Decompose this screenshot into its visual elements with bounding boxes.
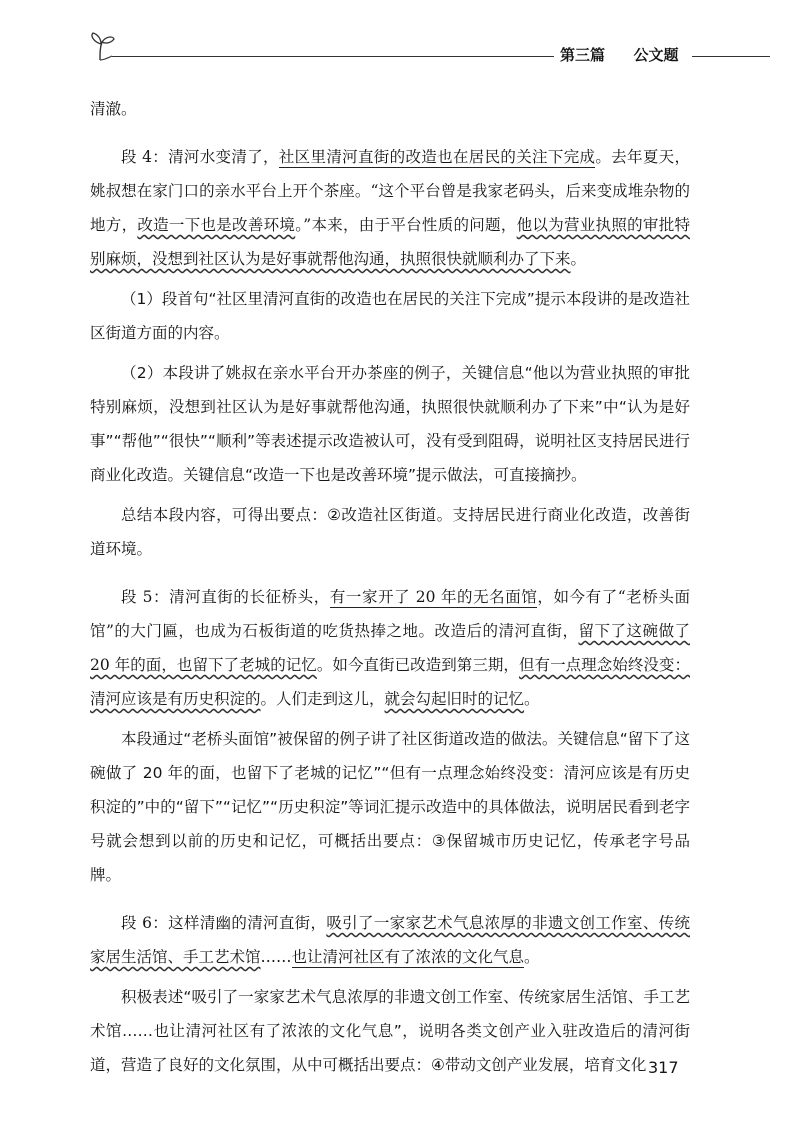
text-span: ，如今有了“老桥头面馆”的大门匾，也成为石板街道的吃货热捧之地。改造后的清河直街， xyxy=(90,588,691,640)
paragraph-continuation: 清澈。 xyxy=(90,100,137,118)
wavy-underlined-text: 但有一点理念始终没变：清河应该是有历史积淀的 xyxy=(90,656,690,708)
text-span: 。 xyxy=(524,690,540,708)
text-span: 。”本来，由于平台性质的问题， xyxy=(295,216,517,234)
page-body xyxy=(90,92,690,1088)
underlined-text: 社区里清河直街的改造也在居民的关注下完成 xyxy=(278,148,596,166)
sprout-icon xyxy=(84,30,118,64)
text-span: 。人们走到这儿， xyxy=(260,690,385,708)
header-title xyxy=(560,44,679,65)
underlined-text: 也让清河社区有了浓浓的文化气息 xyxy=(291,948,525,966)
wavy-underlined-text: 改造一下也是改善环境 xyxy=(137,216,296,234)
wavy-underlined-text: 留下了这碗做了 20 年的面，也留下了老城的记忆 xyxy=(90,622,690,674)
summary-4: 总结本段内容，可得出要点：②改造社区街道。支持居民进行商业化改造，改善街道环境。 xyxy=(90,506,690,558)
wavy-underlined-text: 吸引了一家家艺术气息浓厚的非遗文创工作室、传统家居生活馆、手工艺术馆 xyxy=(90,914,690,966)
section-label: 公文题 xyxy=(633,46,679,64)
page-header xyxy=(0,0,800,80)
text-span: 段 4：清河水变清了， xyxy=(121,148,279,166)
header-rule-left xyxy=(112,56,554,57)
analysis-6: 积极表述“吸引了一家家艺术气息浓厚的非遗文创工作室、传统家居生活馆、手工艺术馆……也让清河社区有了浓浓的文化气息”，说明各类文创产业入驻改造后的清河街道，营造了良好的文化氛围，从中可概括出要点：④带动文创产业发展，培育文化 xyxy=(90,988,690,1074)
header-rule-right xyxy=(692,56,770,57)
analysis-4-1: （1）段首句“社区里清河直街的改造也在居民的关注下完成”提示本段讲的是改造社区街道方面的内容。 xyxy=(90,290,690,342)
text-span: 。 xyxy=(524,948,540,966)
wavy-underlined-text: 他以为营业执照的审批特别麻烦，没想到社区认为是好事就帮他沟通，执照很快就顺利办了下来 xyxy=(90,216,690,268)
analysis-4-2: （2）本段讲了姚叔在亲水平台开办茶座的例子，关键信息“他以为营业执照的审批特别麻烦，没想到社区认为是好事就帮他沟通，执照很快就顺利办了下来”中“认为是好事”“帮他”“很快”“顺利”等表述提示改造被认可，没有受到阻碍，说明社区支持居民进行商业化改造。关键信息“改造一下也是改善环境”提示做法，可直接摘抄。 xyxy=(90,364,690,484)
text-span: 段 5：清河直街的长征桥头， xyxy=(121,588,330,606)
text-span: 。如今直街已改造到第三期， xyxy=(316,656,519,674)
underlined-text: 有一家开了 20 年的无名面馆 xyxy=(329,588,538,606)
text-span: …… xyxy=(260,948,292,966)
page-number: 317 xyxy=(648,1058,679,1077)
text-span: 段 6：这样清幽的清河直街， xyxy=(121,914,327,932)
text-span: 。 xyxy=(570,250,587,268)
source-paragraph-4 xyxy=(90,140,690,276)
text-span: 。去年夏天，姚叔想在家门口的亲水平台上开个茶座。“这个平台曾是我家老码头，后来变成堆杂物的地方， xyxy=(90,148,690,234)
wavy-underlined-text: 就会勾起旧时的记忆 xyxy=(384,690,525,708)
source-paragraph-5 xyxy=(90,580,690,716)
chapter-label: 第三篇 xyxy=(560,46,606,64)
analysis-5: 本段通过“老桥头面馆”被保留的例子讲了社区街道改造的做法。关键信息“留下了这碗做了 20 年的面，也留下了老城的记忆”“但有一点理念始终没变：清河应该是有历史积淀的”中的“留下”“记忆”“历史积淀”等词汇提示改造中的具体做法，说明居民看到老字号就会想到以前的历史和记忆，可概括出要点：③保留城市历史记忆，传承老字号品牌。 xyxy=(90,730,690,884)
source-paragraph-6 xyxy=(90,906,690,974)
